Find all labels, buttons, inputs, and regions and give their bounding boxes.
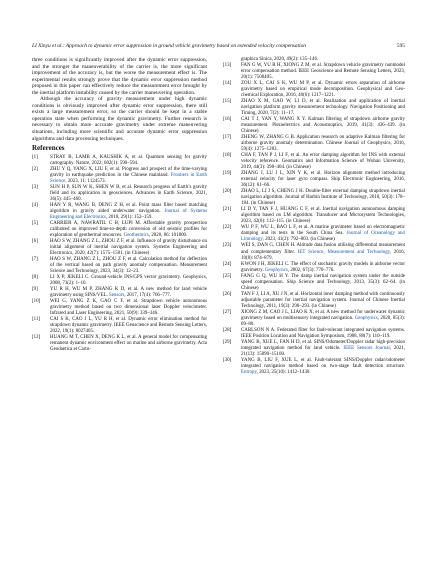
reference-item bbox=[223, 189, 405, 207]
reference-item bbox=[223, 328, 405, 340]
reference-item bbox=[32, 239, 207, 257]
reference-number: [29] bbox=[223, 339, 232, 345]
reference-number: [18] bbox=[223, 153, 232, 159]
reference-tail: , 2002, 67(3): 770–776. bbox=[287, 267, 335, 273]
reference-text: YANG B, XUE L, FAN H D, et al. SINS/Odometer/Doppler radar high-precision integrated navigation method for land vehicle. bbox=[241, 339, 405, 351]
reference-item bbox=[32, 299, 207, 317]
reference-number: [23] bbox=[223, 243, 232, 249]
reference-text: SUN H P, SUN W K, SHEN W B, et al. Research progress of Earth’s gravity field and its application in geosciences. Advances in Earth Science, 2021, 36(5): 445–460. bbox=[50, 184, 207, 202]
reference-number: [24] bbox=[223, 261, 232, 267]
left-column bbox=[32, 57, 207, 353]
reference-text: XIONG Z M, CAO J L, LIAO K X, et al. A new method for underwater dynamic gravimetry based on multisensory integrated navigation. bbox=[241, 309, 405, 321]
reference-text: ZHAO L, LI J S, CHENG J H. Double-filter external damping strapdown inertial navigation algorithm. Journal of Harbin Institute of Technology, 2018, 50(3): 178–184. (in Chinese) bbox=[241, 189, 405, 207]
reference-number: [2] bbox=[32, 166, 38, 172]
reference-item bbox=[32, 275, 207, 287]
right-column bbox=[223, 57, 405, 376]
reference-link[interactable]: Frontiers in Earth Science bbox=[50, 172, 207, 184]
reference-item bbox=[32, 317, 207, 335]
reference-number: [28] bbox=[223, 327, 232, 333]
reference-item bbox=[32, 287, 207, 299]
reference-number: [5] bbox=[32, 220, 38, 226]
reference-number: [8] bbox=[32, 274, 38, 280]
reference-text: CHA F, TAN P J, LI F, et al. An error damping algorithm for INS with external velocity reference. Geomatics and Information Science of Wuhan University, 2019, 44(3): 398–404. (in Chinese) bbox=[241, 153, 405, 171]
reference-number: [16] bbox=[223, 117, 232, 123]
page-number: 595 bbox=[396, 43, 405, 49]
reference-item bbox=[223, 262, 405, 274]
reference-tail: , 2021, 21(13): 15090–15100. bbox=[241, 345, 406, 357]
reference-item bbox=[32, 203, 207, 221]
reference-tail: , 2020, 86: 101800. bbox=[148, 232, 188, 238]
reference-item bbox=[32, 185, 207, 203]
reference-item bbox=[223, 310, 405, 328]
reference-text: STRAY B, LAMB A, KAUSHIK A, et al. Quantum sensing for gravity cartography. Nature, 2022, 602(1): 590–594. bbox=[50, 154, 207, 166]
reference-number: [27] bbox=[223, 309, 232, 315]
reference-text: ZHAO X M, GAO W, LI D, et al. Realization and application of inertial navigation platform gravity measurement technology. Navigation Positioning and Timing, 2020, 7(2): 11–17. bbox=[241, 99, 405, 117]
reference-number: [1] bbox=[32, 154, 38, 160]
running-header bbox=[32, 43, 405, 50]
reference-list-right bbox=[223, 57, 405, 376]
reference-number: [3] bbox=[32, 184, 38, 190]
reference-link[interactable]: Sensors bbox=[108, 293, 125, 299]
reference-item bbox=[32, 221, 207, 239]
reference-text: WEI G, YANG Z K, GAO C F, et al. Strapdown vehicle autonomous gravimetry method based on two dimensional laser Doppler velocimeter. Infrared and Laser Engineering, 2021, 50(9): 339–346. bbox=[50, 299, 207, 317]
reference-number: [4] bbox=[32, 202, 38, 208]
reference-text: TAN F J, LI A, XU J N, et al. Horizontal inner damping method with continuously adjustable parameter for inertial navigation system. Journal of Chinese Inertial Technology, 2011, 19(3): 290–293. (in Chinese) bbox=[241, 291, 405, 309]
reference-number: [21] bbox=[223, 207, 232, 213]
references-heading: References bbox=[32, 144, 65, 153]
reference-number: [6] bbox=[32, 238, 38, 244]
reference-list-left bbox=[32, 155, 207, 354]
reference-number: [22] bbox=[223, 225, 232, 231]
reference-number: [12] bbox=[32, 335, 41, 341]
reference-number: [7] bbox=[32, 256, 38, 262]
reference-text: CAI T J, YAN Y, WANG X Y. Kalman filtering of strapdown airborne gravity measurement. Piezoelectrics and Acoustooptics, 2019, 41(3): 436–439. (in Chinese) bbox=[241, 117, 405, 135]
reference-text: HAO S W, ZHANG Z L, ZHOU Z F, et al. Calculation method for deflection of the vertical based on path gravity anomaly compensation. Measurement Science and Technology, 2023, 34(3): 12–23. bbox=[50, 256, 207, 274]
reference-text: LI D Y, TAN F J, HUANG C F, et al. Inertial navigation autonomous damping algorithm based on LM algorithm. Transducer and Microsystem Technologies, 2023, 42(6): 112–115. (in Chinese) bbox=[241, 207, 405, 225]
reference-number: [20] bbox=[223, 189, 232, 195]
reference-text: KWON J H, JEKELI C. The effect of stochastic gravity models in airborne vector gravimetry. bbox=[241, 261, 405, 273]
reference-text: YU R H, WU M P, ZHANG K D, et al. A new method for land vehicle gravimetry using SINS/VEL. bbox=[50, 287, 207, 299]
reference-number: [15] bbox=[223, 99, 232, 105]
reference-item bbox=[223, 292, 405, 310]
reference-item bbox=[223, 358, 405, 376]
reference-number: [10] bbox=[32, 299, 41, 305]
reference-item bbox=[223, 117, 405, 135]
reference-number: [19] bbox=[223, 171, 232, 177]
reference-number: [30] bbox=[223, 357, 232, 363]
reference-item bbox=[223, 171, 405, 189]
reference-text: LI X P, JEKELI C. Ground-vehicle INS/GPS vector gravimetry. Geophysics, 2008, 73(2): 1–10. bbox=[50, 274, 207, 286]
reference-item bbox=[32, 155, 207, 167]
reference-text: YANG B, LIU F, XUE L, et al. Fault-tolerant SINS/Doppler radar/odometer integrated navigation method based on two-stage fault detection structure. bbox=[241, 357, 405, 369]
reference-link[interactable]: Journal of Systems Engineering and Electronics bbox=[50, 208, 207, 220]
reference-text: CAI S K, CAO J L, YU R H, et al. Dynamic error elimination method for strapdown dynamic gravimetry. IEEE Geoscience and Remote Sensing Letters, 2022, 19(1): 8027405. bbox=[50, 317, 207, 335]
header-text: LI Xinyu et al.: Approach to dynamic error suppression in ground vehicle gravimetry based on extended velocity compensation bbox=[32, 43, 306, 49]
reference-item bbox=[223, 274, 405, 292]
reference-link[interactable]: Geophysics bbox=[354, 315, 378, 321]
reference-text: ZOU X L, CAI S K, WU M P, et al. Dynamic errors separation of airborne gravimetry based on empirical mode decomposition. Geophysical and Geo-chemical Exploration, 2016, 40(6): 1217–1221. bbox=[241, 81, 405, 99]
reference-number: [11] bbox=[32, 317, 41, 323]
reference-item bbox=[223, 153, 405, 171]
reference-number: [13] bbox=[223, 63, 232, 69]
reference-link[interactable]: Geothermics bbox=[123, 232, 149, 238]
reference-item bbox=[223, 207, 405, 225]
reference-text: HUANG M T, CHEN X, DENG K L, et al. A general model for compensating remanent dynamic environment effect on marine and airborne gravimetry. Acta Geodaetica et Carto- bbox=[50, 335, 207, 353]
reference-item bbox=[223, 243, 405, 261]
reference-number: [9] bbox=[32, 287, 38, 292]
reference-link[interactable]: Entropy bbox=[241, 369, 257, 375]
reference-tail: , 2017, 17(4): 766–777. bbox=[124, 293, 171, 299]
reference-link[interactable]: IET Science, Measurement and Technology bbox=[297, 249, 390, 255]
reference-text: graphica Sinica, 2020, 49(2): 135–146. bbox=[241, 57, 319, 62]
reference-item bbox=[223, 135, 405, 153]
reference-tail: , 2023, 25(10): 1412–1430. bbox=[256, 369, 311, 375]
reference-tail: , 2023, 41(2): 792–803. (in Chinese) bbox=[262, 237, 335, 243]
reference-item bbox=[223, 225, 405, 243]
reference-text: FAN G W, YU R H, XIONG Z M, et al. Strapdown vehicle gravimetry nonmodel error compensation method. IEEE Geoscience and Remote Sensing Letters, 2023, 20(1): 7500405. bbox=[241, 63, 405, 81]
body-paragraph: three conditions is significantly improved after the dynamic error suppression, and the stronger the maneuverability of the carrier is, the more significant improvement of the accuracy is, but the worse the measurement effect is. The experimental results strongly prove that the dynamic error suppression method proposed in this paper can effectively reduce the measurement error brought by the inertial platform instability caused by the carrier maneuvering operation. bbox=[32, 57, 207, 96]
body-paragraph: Although the accuracy of gravity measurement under high dynamic conditions is obviously improved after dynamic error suppression, there still exists a large measurement error, so the carrier should be kept in a stable operation state when performing the dynamic gravimetry. Further research is necessary to obtain more accurate gravimetry under extreme maneuvering situations, including more scientific and accurate dynamic error suppression algorithms and data processing techniques. bbox=[32, 96, 207, 142]
reference-item bbox=[223, 63, 405, 81]
reference-text: CARLSON N A. Federated filter for fault-tolerant integrated navigation systems. IEEE Position Location and Navigation Symposium, 1988, 88(7): 110–119. bbox=[241, 327, 405, 339]
reference-link[interactable]: Geophysics bbox=[264, 267, 288, 273]
reference-number: [17] bbox=[223, 135, 232, 141]
reference-text: ZHENG W, ZHANG G B. Application research on adaptive Kalman filtering for airborne gravity anomaly determination. Chinese Journal of Geophysics, 2016, 59(4): 1275–1283. bbox=[241, 135, 405, 153]
reference-item bbox=[32, 335, 207, 353]
reference-text: ZHU Y Q, YANG X, LIU F, et al. Progress and prospect of the time-varying gravity in earthquake prediction in the Chinese mainland. bbox=[50, 166, 207, 178]
reference-text: WU P F, WU L, BAO L F, et al. A marine gravimeter based on electromagnetic damping and its tests in the South China Sea. bbox=[241, 225, 405, 237]
reference-number: [26] bbox=[223, 291, 232, 297]
reference-text: WEI S, DAN G, CHEN H. Altitude data fusion utilising differential measurement and complementary filter. bbox=[241, 243, 405, 255]
reference-text: ZHANG J, LU J L, XIN Y K, et al. Horizon alignment method introducing external velocity for laser gyro compass. Ship Electronic Engineering, 2016, 36(12): 61–66. bbox=[241, 171, 405, 189]
reference-tail: , 2023, 11: 1124573. bbox=[65, 178, 106, 184]
reference-text: FANG G Q, WU H Y. The damp inertial navigation system under the outside speed compensation. Ship Science and Technology, 2013, 35(3): 62–64. (in Chinese) bbox=[241, 273, 405, 291]
reference-item bbox=[32, 257, 207, 275]
reference-tail: , 2016, 10(8): 874–879. bbox=[241, 249, 405, 261]
reference-item bbox=[223, 340, 405, 358]
reference-text: HAN Y R, WANG B, DENG Z H, et al. Point mass filter based matching algorithm in gravity aided underwater navigation. bbox=[50, 202, 207, 214]
reference-item bbox=[223, 81, 405, 99]
reference-text: CARRIER A, NAWRATIL C B, LUPI M. Affordable gravity prospection calibrated on improved time-to-depth conversion of old seismic profiles for exploration of geothermal resources. bbox=[50, 220, 207, 238]
reference-tail: , 2020, 85(3): 69–80. bbox=[241, 315, 405, 327]
reference-number: [14] bbox=[223, 81, 232, 87]
reference-item bbox=[32, 167, 207, 185]
reference-tail: , 2018, 29(1): 152–159. bbox=[105, 214, 153, 220]
reference-text: HAO S W, ZHANG Z L, ZHOU Z F, et al. Influence of gravity disturbance on initial alignment of inertial navigation system. Systems Engineering and Electronics, 2020, 42(7): 1575–1581. (in Chinese) bbox=[50, 238, 207, 256]
reference-number: [25] bbox=[223, 273, 232, 279]
reference-item bbox=[223, 99, 405, 117]
reference-link[interactable]: Journal of Oceanology and Limnology bbox=[241, 231, 405, 243]
reference-link[interactable]: IEEE Sensors Journal bbox=[343, 345, 390, 351]
